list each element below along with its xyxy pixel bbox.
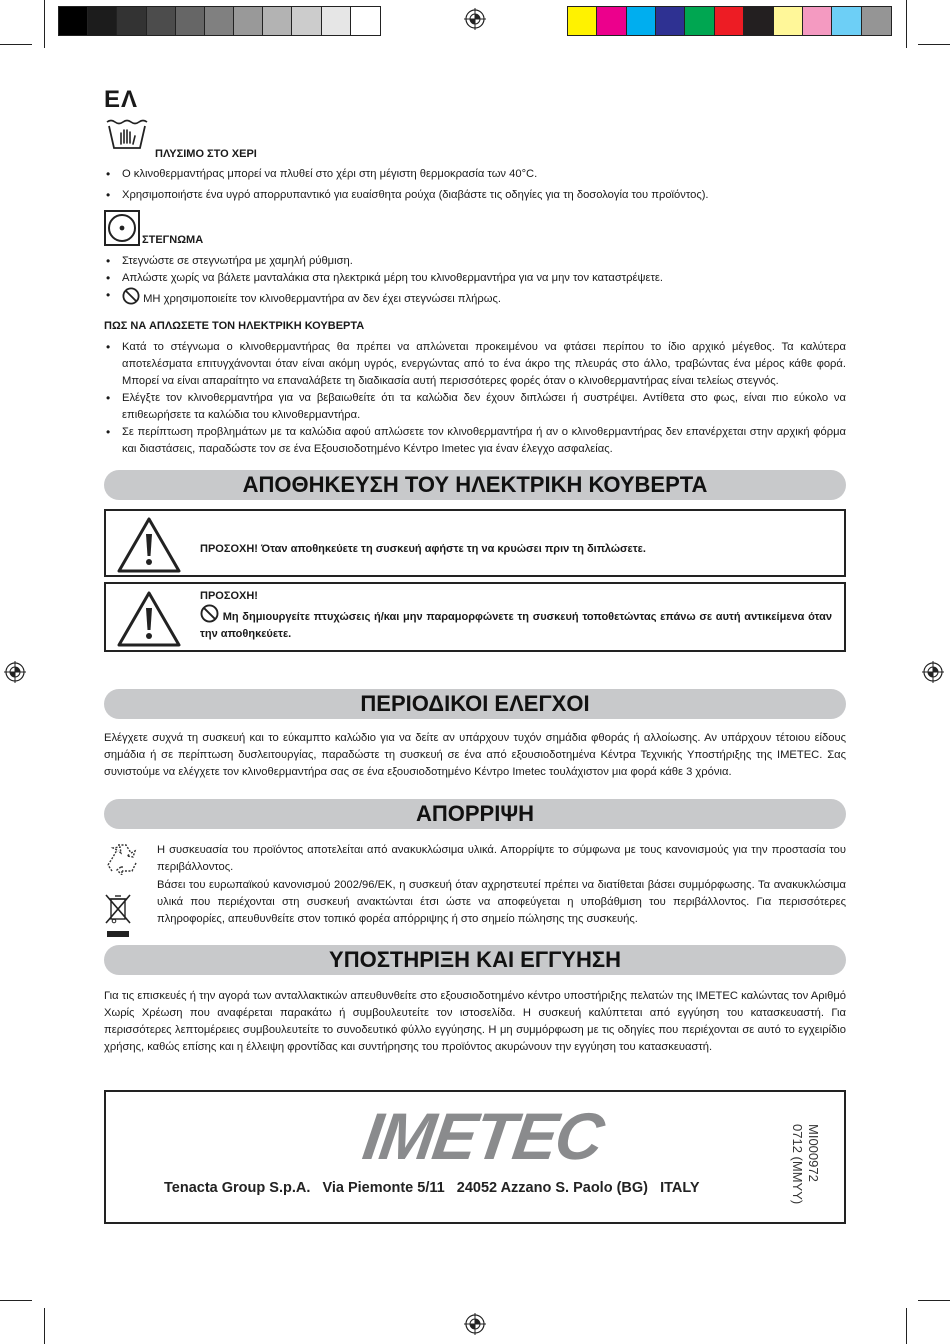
disposal-section-title: ΑΠΟΡΡΙΨΗ — [104, 799, 846, 829]
crossed-bin-icon — [104, 893, 132, 939]
storage-warning-text — [200, 604, 832, 643]
recycle-icon — [104, 841, 140, 875]
hand-wash-icon — [105, 118, 149, 150]
color-swatch — [685, 7, 714, 35]
storage-warning-box — [104, 509, 846, 577]
color-swatch — [147, 7, 176, 35]
process-color-bar — [567, 6, 892, 36]
document-code-line: MI000972 — [806, 1124, 821, 1182]
color-swatch — [832, 7, 861, 35]
checks-text: Ελέγχετε συχνά τη συσκευή και το εύκαμπτο καλώδιο για να δείτε αν υπάρχουν τυχόν σημάδια φθοράς ή αλλοίωσης. Αν υπάρχουν τέτοιου είδους σημάδια ή σε περίπτωση δυσλειτουργίας, παραδώστε τη συσκευή σε ένα από εξουσιοδοτημένα Κέντρα Τεχνικής Υποστήριξης της IMETEC. Σας συνιστούμε να ελέγχετε τον κλινοθερμαντήρα σας σε ένα εξουσιοδοτημένο Κέντρο Imetec τουλάχιστον μια φορά κάθε 3 χρόνια. — [104, 732, 846, 778]
color-swatch — [88, 7, 117, 35]
list-item: • Απλώστε χωρίς να βάλετε μανταλάκια στα ηλεκτρικά μέρη του κλινοθερμαντήρα για να μην τον καταστρέψετε. — [104, 270, 846, 287]
storage-section-title: ΑΠΟΘΗΚΕΥΣΗ ΤΟΥ ΗΛΕΚΤΡΙΚΗ ΚΟΥΒΕΡΤΑ — [104, 470, 846, 500]
registration-mark-icon — [922, 661, 944, 683]
color-swatch — [627, 7, 656, 35]
crop-mark — [44, 0, 45, 48]
color-swatch — [59, 7, 88, 35]
drying-list — [104, 253, 846, 308]
list-item: • Σε περίπτωση προβλημάτων με τα καλώδια αφού απλώσετε τον κλινοθερμαντήρα ή αν ο κλινοθερμαντήρας δεν επανέρχεται στην αρχική φόρμα και διαστάσεις, παραδώστε τον σε ένα Εξουσιοδοτημένο Κέντρο Imetec για έναν έλεγχο ασφαλείας. — [104, 424, 846, 458]
spreading-list — [104, 339, 846, 458]
color-swatch — [117, 7, 146, 35]
document-code — [789, 1124, 821, 1204]
drying-heading: ΣΤΕΓΝΩΜΑ — [142, 234, 204, 246]
list-item: • Κατά το στέγνωμα ο κλινοθερμαντήρας θα πρέπει να απλώνεται προκειμένου να φτάσει περίπου το ίδιο αρχικό μέγεθος. Τα καλύτερα αποτελέσματα επιτυγχάνονται όταν είναι ακόμη υγρός, ενεργώντας από το ένα άκρο της πλευράς στο άλλο, τραβώντας ένα μέρος κάθε φορά. Μπορεί να είναι απαραίτητο να επαναλάβετε τη διαδικασία αυτή περισσότερες φορές όταν ο κλινοθερμαντήρας είναι τελείως στεγνός. — [104, 339, 846, 390]
washing-heading: ΠΛΥΣΙΜΟ ΣΤΟ ΧΕΡΙ — [155, 148, 257, 160]
crop-mark — [918, 44, 950, 45]
color-swatch — [597, 7, 626, 35]
crop-mark — [906, 0, 907, 48]
color-swatch — [803, 7, 832, 35]
registration-mark-icon — [464, 1313, 486, 1335]
spreading-heading: ΠΩΣ ΝΑ ΑΠΛΩΣΕΤΕ ΤΟΝ ΗΛΕΚΤΡΙΚΗ ΚΟΥΒΕΡΤΑ — [104, 320, 365, 332]
color-swatch — [656, 7, 685, 35]
color-swatch — [568, 7, 597, 35]
color-swatch — [744, 7, 773, 35]
document-code-line: 0712 (MMYY) — [790, 1124, 805, 1205]
list-item: • Στεγνώστε σε στεγνωτήρα με χαμηλή ρύθμιση. — [104, 253, 846, 270]
brand-logo: IMETEC — [358, 1099, 607, 1173]
warning-triangle-icon — [116, 589, 182, 649]
color-swatch — [351, 7, 380, 35]
tumble-dry-icon — [104, 210, 140, 246]
color-swatch — [322, 7, 351, 35]
warning-triangle-icon — [116, 516, 182, 574]
crop-mark — [918, 1300, 950, 1301]
registration-mark-icon — [4, 661, 26, 683]
color-swatch — [263, 7, 292, 35]
color-swatch — [774, 7, 803, 35]
storage-warning-body: Μη δημιουργείτε πτυχώσεις ή/και μην παραμορφώνετε τη συσκευή τοποθετώντας επάνω σε αυτή αντικείμενα όταν την αποθηκεύετε. — [200, 611, 832, 640]
list-item: • Ελέγξτε τον κλινοθερμαντήρα για να βεβαιωθείτε ότι τα καλώδια δεν έχουν διπλώσει ή συστρέψει. Αντίθετα στο φως, είναι πιο εύκολο να επιθεωρήσετε τα καλώδια του κλινοθερμαντήρα. — [104, 390, 846, 424]
list-item: • Χρησιμοποιήστε ένα υγρό απορρυπαντικό για ευαίσθητα ρούχα (διαβάστε τις οδηγίες για τη δοσολογία του προϊόντος). — [104, 187, 846, 204]
storage-warning-box — [104, 582, 846, 652]
grayscale-color-bar — [58, 6, 381, 36]
color-swatch — [292, 7, 321, 35]
support-text: Για τις επισκευές ή την αγορά των ανταλλακτικών απευθυνθείτε στο εξουσιοδοτημένο κέντρο υποστήριξης πελατών της IMETEC καλώντας τον Αριθμό Χωρίς Χρέωση που αναφέρεται παρακάτω ή συμβουλευτείτε τον ιστοσελίδα. Η συσκευή καλύπτεται από εγγύηση του κατασκευαστή. Για περισσότερες λεπτομέρειες συμβουλευτείτε το συνοδευτικό φύλλο εγγύησης. Η μη συμμόρφωση με τις οδηγίες που περιέχονται σε αυτό το εγχειρίδιο χρήσης, καθώς επίσης και η έλλειψη φροντίδας και συντήρησης του προϊόντος ακυρώνουν την εγγύηση του κατασκευαστή. — [104, 990, 846, 1053]
registration-mark-icon — [464, 8, 486, 30]
prohibited-icon — [122, 287, 140, 305]
list-item — [104, 287, 846, 308]
list-item: • Ο κλινοθερμαντήρας μπορεί να πλυθεί στο χέρι στη μέγιστη θερμοκρασία των 40°C. — [104, 166, 846, 183]
color-swatch — [205, 7, 234, 35]
crop-mark — [906, 1308, 907, 1344]
color-swatch — [862, 7, 891, 35]
company-address: Tenacta Group S.p.A. Via Piemonte 5/11 24052 Azzano S. Paolo (BG) ITALY — [164, 1180, 700, 1196]
footer-box — [104, 1090, 846, 1224]
prohibited-icon — [200, 604, 219, 623]
storage-warning-label: ΠΡΟΣΟΧΗ! — [200, 590, 258, 602]
color-swatch — [234, 7, 263, 35]
checks-section-title: ΠΕΡΙΟΔΙΚΟΙ ΕΛΕΓΧΟΙ — [104, 689, 846, 719]
crop-mark — [0, 1300, 32, 1301]
language-tag: ΕΛ — [104, 86, 139, 113]
list-item-text: ΜΗ χρησιμοποιείτε τον κλινοθερμαντήρα αν δεν έχει στεγνώσει πλήρως. — [143, 293, 501, 305]
crop-mark — [44, 1308, 45, 1344]
crop-mark — [0, 44, 32, 45]
disposal-text-weee: Βάσει του ευρωπαϊκού κανονισμού 2002/96/ΕΚ, η συσκευή όταν αχρηστευτεί πρέπει να διατίθεται βάσει συμμόρφωσης. Τα ανακυκλώσιμα υλικά που περιέχονται στη συσκευή ανακτώνται έτσι ώστε να αποφεύγεται η υποβάθμιση του περιβάλλοντος. Για περισσότερες πληροφορίες, απευθυνθείτε στον τοπικό φορέα απόρριψης ή στο σημείο πώλησης της συσκευής. — [157, 879, 846, 925]
support-section-title: ΥΠΟΣΤΗΡΙΞΗ ΚΑΙ ΕΓΓΥΗΣΗ — [104, 945, 846, 975]
washing-list — [104, 166, 846, 204]
storage-warning-text: ΠΡΟΣΟΧΗ! Όταν αποθηκεύετε τη συσκευή αφήστε τη να κρυώσει πριν τη διπλώσετε. — [200, 543, 646, 555]
color-swatch — [176, 7, 205, 35]
disposal-text-packaging: Η συσκευασία του προϊόντος αποτελείται από ανακυκλώσιμα υλικά. Απορρίψτε το σύμφωνα με τους κανονισμούς για την προστασία του περιβάλλοντος. — [157, 844, 846, 873]
color-swatch — [715, 7, 744, 35]
